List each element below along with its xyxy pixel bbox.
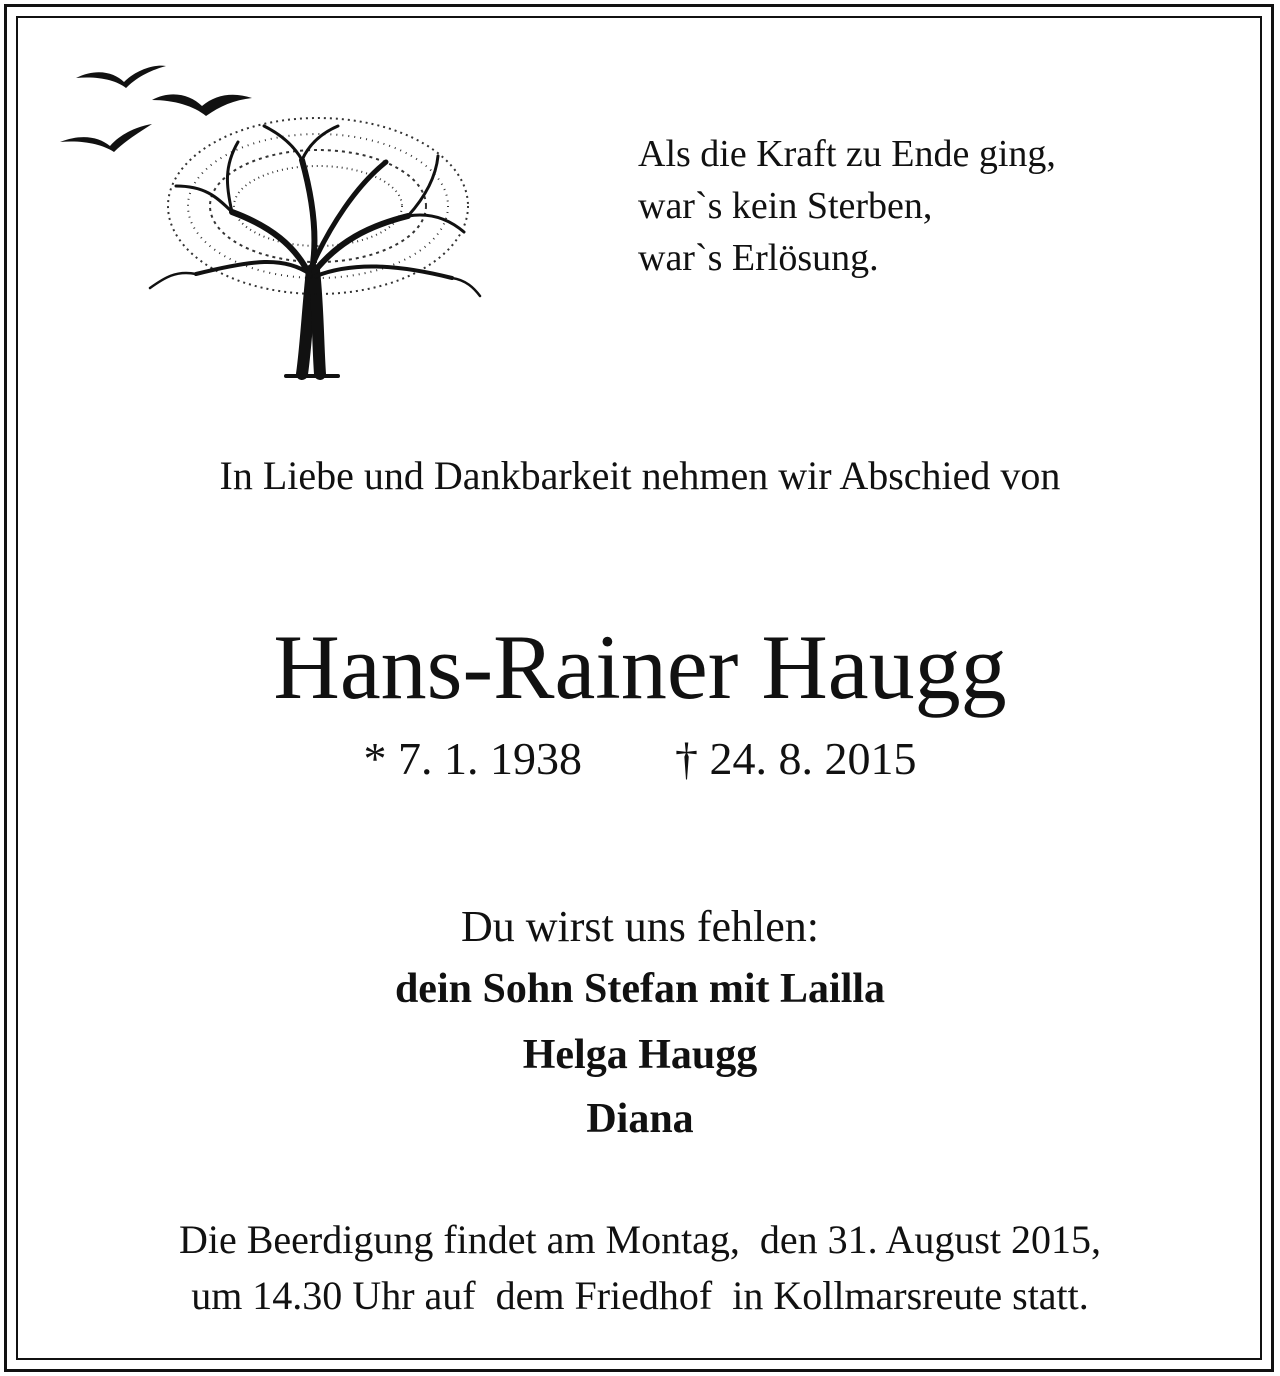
birth-symbol: * <box>363 733 387 784</box>
tree-icon <box>150 126 480 376</box>
mourner-name: Helga Haugg <box>522 1032 758 1078</box>
quote-line: Als die Kraft zu Ende ging, <box>638 133 1056 175</box>
memorial-quote <box>638 128 1056 284</box>
death-date: 24. 8. 2015 <box>709 733 917 784</box>
funeral-info-line: um 14.30 Uhr auf dem Friedhof in Kollmarsreute statt. <box>191 1273 1089 1318</box>
tree-and-birds-illustration <box>56 56 486 386</box>
mourner-name: dein Sohn Stefan mit Lailla <box>394 966 886 1012</box>
quote-line: war`s kein Sterben, <box>638 185 933 227</box>
birds-icon <box>60 66 252 152</box>
mourner-name: Diana <box>586 1096 694 1142</box>
funeral-info-line: Die Beerdigung findet am Montag, den 31. August 2015, <box>178 1217 1102 1262</box>
quote-line: war`s Erlösung. <box>638 237 879 279</box>
deceased-name: Hans-Rainer Haugg <box>273 616 1007 718</box>
mourners-heading: Du wirst uns fehlen: <box>460 902 820 951</box>
life-dates <box>0 728 1280 790</box>
birth-date: 7. 1. 1938 <box>398 733 582 784</box>
intro-text: In Liebe und Dankbarkeit nehmen wir Abschied von <box>219 453 1061 498</box>
death-symbol: † <box>675 733 698 784</box>
